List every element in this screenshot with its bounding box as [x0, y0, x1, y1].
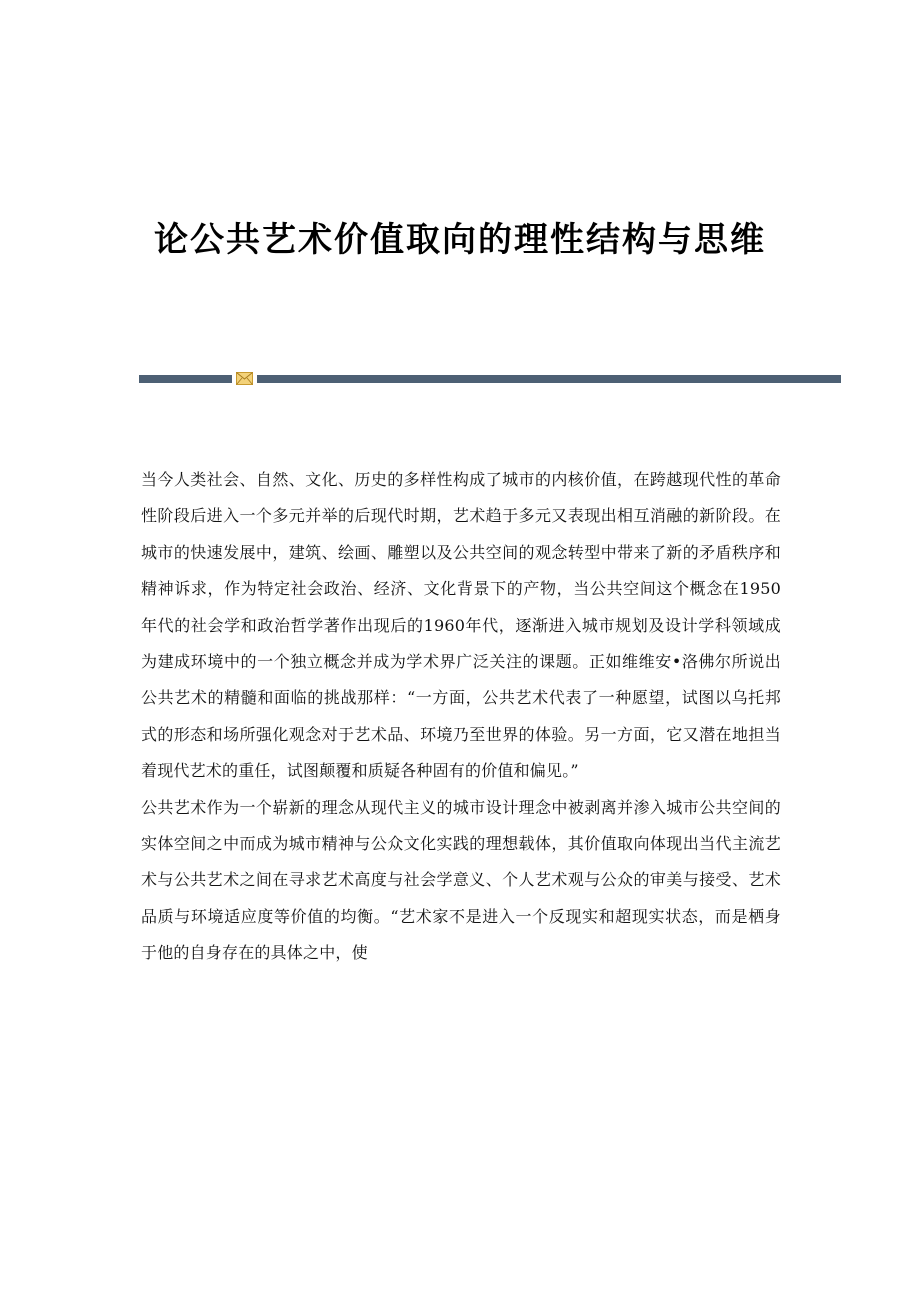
paragraph-2: 公共艺术作为一个崭新的理念从现代主义的城市设计理念中被剥离并渗入城市公共空间的实体空间之中而成为城市精神与公众文化实践的理想载体，其价值取向体现出当代主流艺术与公共艺术之间在寻求艺术高度与社会学意义、个人艺术观与公众的审美与接受、艺术品质与环境适应度等价值的均衡。“艺术家不是进入一个反现实和超现实状态，而是栖身于他的自身存在的具体之中，使 — [141, 797, 781, 963]
title-divider — [139, 372, 841, 386]
paragraph-1: 当今人类社会、自然、文化、历史的多样性构成了城市的内核价值，在跨越现代性的革命性阶段后进入一个多元并举的后现代时期，艺术趋于多元又表现出相互消融的新阶段。在城市的快速发展中，建筑、绘画、雕塑以及公共空间的观念转型中带来了新的矛盾秩序和精神诉求，作为特定社会政治、经济、文化背景下的产物，当公共空间这个概念在1950年代的社会学和政治哲学著作出现后的1960年代，逐渐进入城市规划及设计学科领域成为建成环境中的一个独立概念并成为学术界广泛关注的课题。正如维维安•洛佛尔所说出公共艺术的精髓和面临的挑战那样：“一方面，公共艺术代表了一种愿望，试图以乌托邦式的形态和场所强化观念对于艺术品、环境乃至世界的体验。另一方面，它又潜在地担当着现代艺术的重任，试图颠覆和质疑各种固有的价值和偏见。” — [141, 470, 781, 781]
envelope-ornament-icon — [236, 372, 253, 385]
divider-bar-right — [257, 375, 841, 383]
divider-bar-left — [139, 375, 232, 383]
article-body — [141, 462, 781, 972]
document-title: 论公共艺术价值取向的理性结构与思维 — [154, 220, 766, 260]
